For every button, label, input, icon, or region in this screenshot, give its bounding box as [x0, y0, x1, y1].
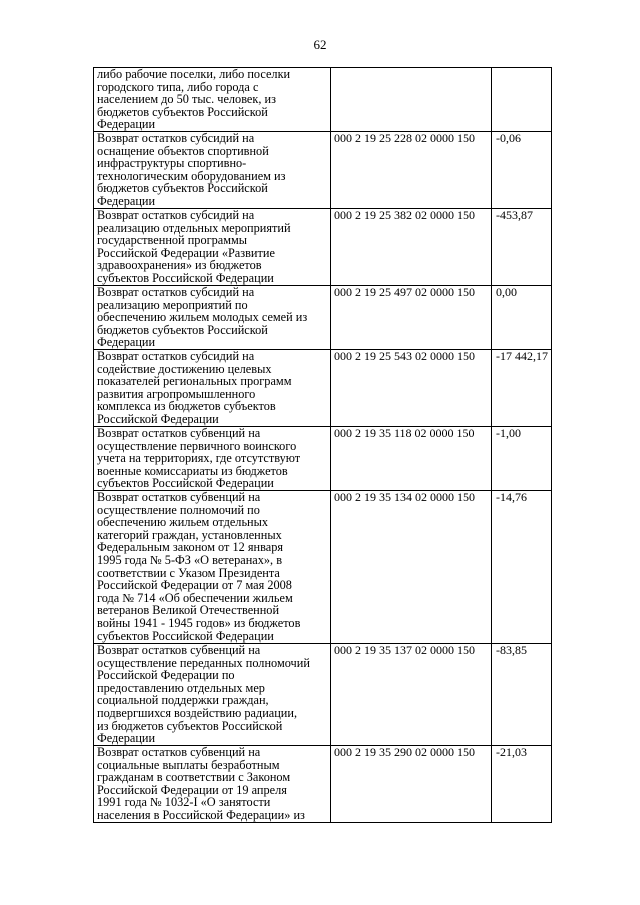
description-cell: [94, 745, 331, 822]
amount-cell: [492, 208, 552, 285]
table-row: [94, 643, 552, 745]
code-cell: [331, 426, 492, 490]
row-description: Возврат остатков субвенций на осуществление полномочий по обеспечению жильем отдельных категорий граждан, установленных Федеральным законом от 12 января 1995 года № 5-ФЗ «О ветеранах», в соответствии с Указом Президента Российской Федерации от 7 мая 2008 года № 714 «Об обеспечении жильем ветеранов Великой Отечественной войны 1941 - 1945 годов» из бюджетов субъектов Российской Федерации: [97, 490, 301, 643]
row-description: Возврат остатков субсидий на оснащение объектов спортивной инфраструктуры спортивно- технологическим оборудованием из бюджетов субъектов Российской Федерации: [97, 131, 286, 208]
description-cell: [94, 208, 331, 285]
row-amount: -21,03: [496, 745, 527, 759]
table-row: [94, 131, 552, 208]
row-description: Возврат остатков субсидий на реализацию отдельных мероприятий государственной программы Российской Федерации «Развитие здравоохранения» из бюджетов субъектов Российской Федерации: [97, 208, 291, 285]
table-row: [94, 490, 552, 643]
description-cell: [94, 349, 331, 426]
description-cell: [94, 426, 331, 490]
row-description: Возврат остатков субвенций на осуществление переданных полномочий Российской Федерации по предоставлению отдельных мер социальной поддержки граждан, подвергшихся воздействию радиации, из бюджетов субъектов Российской Федерации: [97, 643, 310, 746]
row-description: либо рабочие поселки, либо поселки городского типа, либо города с населением до 50 тыс. человек, из бюджетов субъектов Российской Федерации: [97, 67, 291, 132]
amount-cell: [492, 490, 552, 643]
description-cell: [94, 490, 331, 643]
row-description: Возврат остатков субсидий на реализацию мероприятий по обеспечению жильем молодых семей из бюджетов субъектов Российской Федерации: [97, 285, 308, 350]
row-amount: -0,06: [496, 131, 521, 145]
amount-cell: [492, 745, 552, 822]
budget-table: [93, 67, 552, 823]
page-number: 62: [313, 37, 327, 52]
amount-cell: [492, 131, 552, 208]
row-code: 000 2 19 35 137 02 0000 150: [334, 643, 475, 657]
description-cell: [94, 131, 331, 208]
table-row: [94, 426, 552, 490]
description-cell: [94, 68, 331, 132]
code-cell: [331, 285, 492, 349]
row-description: Возврат остатков субвенций на социальные выплаты безработным гражданам в соответствии с Законом Российской Федерации от 19 апреля 1991 года № 1032-I «О занятости населения в Российской Федерации» из: [97, 745, 305, 822]
table-row: [94, 68, 552, 132]
amount-cell: [492, 349, 552, 426]
table-row: [94, 349, 552, 426]
description-cell: [94, 643, 331, 745]
row-code: 000 2 19 35 134 02 0000 150: [334, 490, 475, 504]
description-cell: [94, 285, 331, 349]
row-amount: -14,76: [496, 490, 527, 504]
row-amount: 0,00: [496, 285, 517, 299]
amount-cell: [492, 426, 552, 490]
row-amount: -83,85: [496, 643, 527, 657]
code-cell: [331, 68, 492, 132]
table-row: [94, 285, 552, 349]
amount-cell: [492, 643, 552, 745]
row-code: 000 2 19 35 290 02 0000 150: [334, 745, 475, 759]
code-cell: [331, 745, 492, 822]
row-description: Возврат остатков субвенций на осуществление первичного воинского учета на территориях, где отсутствуют военные комиссариаты из бюджетов субъектов Российской Федерации: [97, 426, 301, 491]
table-row: [94, 745, 552, 822]
table-row: [94, 208, 552, 285]
code-cell: [331, 490, 492, 643]
row-code: 000 2 19 25 497 02 0000 150: [334, 285, 475, 299]
row-amount: -453,87: [496, 208, 533, 222]
code-cell: [331, 349, 492, 426]
amount-cell: [492, 68, 552, 132]
row-amount: -17 442,17: [496, 349, 548, 363]
row-code: 000 2 19 35 118 02 0000 150: [334, 426, 475, 440]
code-cell: [331, 643, 492, 745]
row-code: 000 2 19 25 543 02 0000 150: [334, 349, 475, 363]
code-cell: [331, 208, 492, 285]
row-description: Возврат остатков субсидий на содействие достижению целевых показателей региональных программ развития агропромышленного комплекса из бюджетов субъектов Российской Федерации: [97, 349, 292, 426]
row-code: 000 2 19 25 228 02 0000 150: [334, 131, 475, 145]
row-amount: -1,00: [496, 426, 521, 440]
amount-cell: [492, 285, 552, 349]
row-code: 000 2 19 25 382 02 0000 150: [334, 208, 475, 222]
code-cell: [331, 131, 492, 208]
